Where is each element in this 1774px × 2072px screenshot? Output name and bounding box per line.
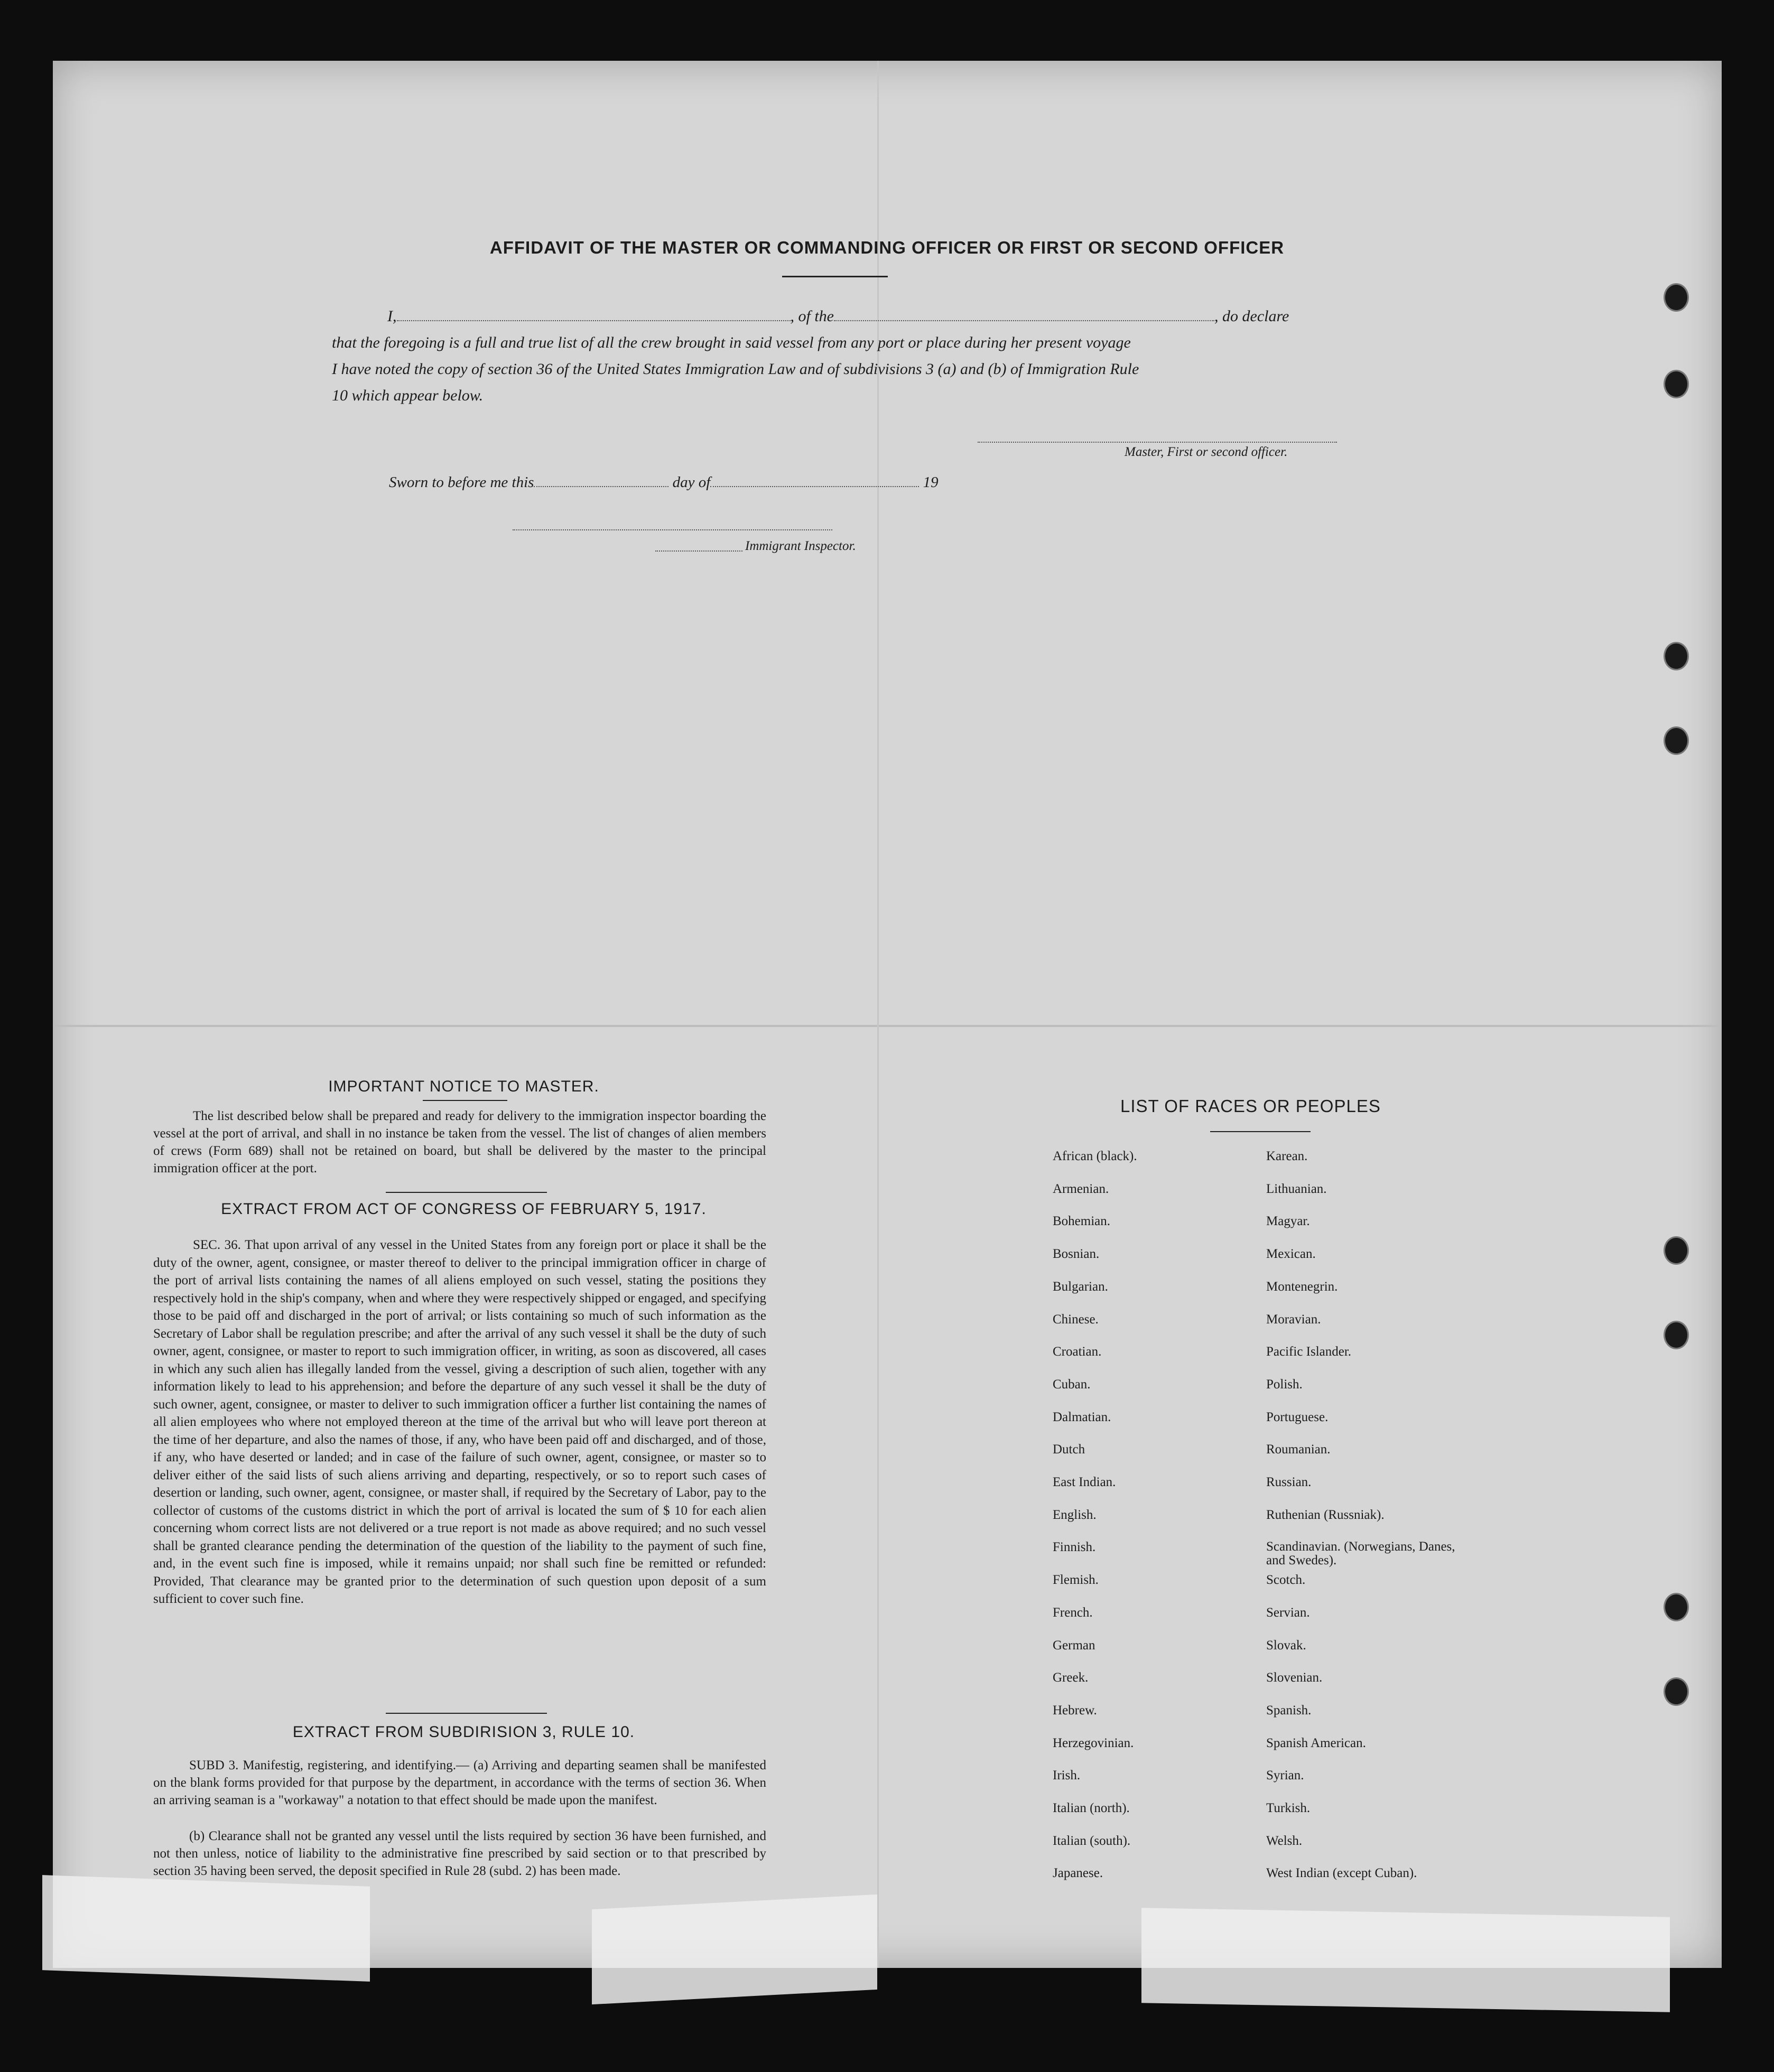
binder-hole — [1664, 642, 1689, 670]
sworn-day-field[interactable] — [534, 486, 668, 487]
race-item: French. — [1053, 1605, 1093, 1620]
race-item: Spanish American. — [1266, 1735, 1366, 1750]
race-item: Cuban. — [1053, 1377, 1091, 1392]
year-label: 19 — [923, 474, 939, 491]
race-item: Slovenian. — [1266, 1670, 1323, 1685]
race-item: Herzegovinian. — [1053, 1735, 1134, 1750]
race-item: Ruthenian (Russniak). — [1266, 1507, 1385, 1522]
extract-act-body: SEC. 36. That upon arrival of any vessel in the United States from any foreign port or place it shall be the duty of the owner, agent, consignee, or master thereof to deliver to the principal immigration officer in charge of the port of arrival lists containing the names of all aliens employed on such vessel, stating the positions they respectively hold in the ship's company, when and where they were respectively shipped or engaged, and specifying those to be paid off and discharged in the port of arrival; or lists containing so much of such information as the Secretary of Labor shall be regulation prescribe; and after the arrival of any such vessel it shall be the duty of such owner, agent, consignee, or master to report to such immigration officer, in writing, as soon as discovered, all cases in which any such alien has illegally landed from the vessel, giving a description of such alien, together with any information likely to lead to his apprehension; and before the departure of any such vessel it shall be the duty of such owner, agent, consignee, or master to deliver to such immigration officer a further list containing the names of all alien employees who where not employed thereon at the time of the arrival but who will leave port thereon at the time of her departure, and also the names of those, if any, who have been paid off and discharged, and of those, if any, who have deserted or landed; and in case of the failure of such owner, agent, consignee, or master so to deliver either of the said lists of such aliens arriving and departing, respectively, or so to report such cases of desertion or landing, such owner, agent, consignee, or master shall, if required by the Secretary of Labor, pay to the collector of customs of the customs district in which the port of arrival is located the sum of $ 10 for each alien concerning whom correct lists are not delivered or a true report is not made as above required; and no such vessel shall be granted clearance pending the determination of the question of the liability to the payment of such fine, and, in the event such fine is imposed, while it remains unpaid; nor shall such fine be remitted or refunded: Provided, That clearance may be granted prior to the determination of such question upon deposit of a sum sufficient to cover such fine. — [153, 1238, 766, 1606]
binder-hole — [1664, 283, 1689, 312]
race-item: Welsh. — [1266, 1833, 1303, 1848]
of-the-label: , of the — [790, 307, 834, 325]
notice-title: IMPORTANT NOTICE TO MASTER. — [328, 1078, 599, 1095]
torn-paper-edge — [42, 1875, 370, 1982]
sworn-month-field[interactable] — [710, 486, 919, 487]
act-divider — [386, 1713, 547, 1714]
torn-paper-edge — [592, 1894, 877, 2004]
race-item: Bulgarian. — [1053, 1279, 1108, 1294]
affidavit-line-2: that the foregoing is a full and true list of all the crew brought in said vessel from any port or place during her present voyage — [332, 334, 1131, 351]
binder-hole — [1664, 1236, 1689, 1265]
race-item: Greek. — [1053, 1670, 1089, 1685]
race-item: Syrian. — [1266, 1768, 1304, 1783]
race-item: Scotch. — [1266, 1573, 1306, 1588]
inspector-signature-line[interactable] — [513, 529, 832, 530]
race-item: Karean. — [1266, 1149, 1308, 1163]
name-field[interactable] — [397, 320, 791, 321]
race-item: African (black). — [1053, 1149, 1137, 1163]
race-item: Dalmatian. — [1053, 1410, 1111, 1424]
notice-underline — [423, 1100, 507, 1101]
binder-hole — [1664, 1677, 1689, 1706]
race-item: Flemish. — [1053, 1573, 1099, 1588]
affidavit-line-1 — [332, 303, 1336, 330]
race-item: Montenegrin. — [1266, 1279, 1338, 1294]
affidavit-line-3: I have noted the copy of section 36 of the United States Immigration Law and of subdivisions 3 (a) and (b) of Immigration Rule — [332, 360, 1139, 378]
race-item: Croatian. — [1053, 1345, 1102, 1359]
race-item: Italian (south). — [1053, 1833, 1131, 1848]
race-item: East Indian. — [1053, 1475, 1116, 1489]
binder-hole — [1664, 370, 1689, 398]
notice-divider — [386, 1192, 547, 1193]
races-title: LIST OF RACES OR PEOPLES — [1120, 1096, 1381, 1116]
races-underline — [1210, 1131, 1311, 1132]
race-item: Servian. — [1266, 1605, 1310, 1620]
title-underline — [782, 276, 888, 277]
master-signature-line[interactable] — [978, 442, 1337, 443]
race-item: Moravian. — [1266, 1312, 1321, 1327]
race-item: West Indian (except Cuban). — [1266, 1866, 1417, 1881]
i-label: I, — [387, 307, 397, 325]
race-item: Italian (north). — [1053, 1801, 1130, 1815]
race-item: Dutch — [1053, 1442, 1085, 1457]
race-item: Irish. — [1053, 1768, 1081, 1783]
race-item: German — [1053, 1638, 1095, 1653]
race-item: Lithuanian. — [1266, 1181, 1327, 1196]
master-label: Master, First or second officer. — [1125, 445, 1288, 459]
affidavit-line-4: 10 which appear below. — [332, 387, 484, 404]
race-item: Scandinavian. (Norwegians, Danes, and Swedes). — [1266, 1539, 1455, 1568]
race-item: Polish. — [1266, 1377, 1303, 1392]
race-item: Hebrew. — [1053, 1703, 1097, 1718]
race-item: Bohemian. — [1053, 1214, 1111, 1229]
race-item: Finnish. — [1053, 1540, 1096, 1555]
day-of-label: day of — [672, 474, 711, 491]
race-item: Mexican. — [1266, 1247, 1316, 1262]
race-item: Spanish. — [1266, 1703, 1312, 1718]
race-item: Russian. — [1266, 1475, 1312, 1489]
notice-body: The list described below shall be prepared and ready for delivery to the immigration inspector boarding the vessel at the port of arrival, and shall in no instance be taken from the vessel. The list of changes of alien members of crews (Form 689) shall not be retained on board, but shall be delivered by the master to the principal immigration officer at the port. — [153, 1109, 766, 1175]
race-item: Bosnian. — [1053, 1247, 1100, 1262]
binder-hole — [1664, 726, 1689, 755]
binder-hole — [1664, 1321, 1689, 1349]
race-item: English. — [1053, 1507, 1097, 1522]
race-item: Japanese. — [1053, 1866, 1103, 1881]
extract-act-title: EXTRACT FROM ACT OF CONGRESS OF FEBRUARY 5, 1917. — [221, 1200, 707, 1218]
vessel-field[interactable] — [834, 320, 1214, 321]
fold-line-horizontal — [53, 1025, 1722, 1027]
race-item: Chinese. — [1053, 1312, 1099, 1327]
do-declare-label: , do declare — [1214, 307, 1289, 325]
race-item: Pacific Islander. — [1266, 1345, 1352, 1359]
affidavit-title: AFFIDAVIT OF THE MASTER OR COMMANDING OFFICER OR FIRST OR SECOND OFFICER — [489, 238, 1285, 257]
extract-rule-title: EXTRACT FROM SUBDIRISION 3, RULE 10. — [292, 1723, 635, 1741]
extract-rule-body-b: (b) Clearance shall not be granted any vessel until the lists required by section 36 have been furnished, and not then unless, notice of liability to the administrative fine prescribed by said section or to that prescribed by section 35 having been served, the deposit specified in Rule 28 (subd. 2) has been made. — [153, 1829, 766, 1878]
sworn-line — [332, 469, 1336, 496]
race-item: Slovak. — [1266, 1638, 1306, 1653]
inspector-label: Immigrant Inspector. — [745, 539, 856, 553]
race-item: Magyar. — [1266, 1214, 1310, 1229]
race-item: Roumanian. — [1266, 1442, 1331, 1457]
race-item: Turkish. — [1266, 1801, 1311, 1815]
binder-hole — [1664, 1593, 1689, 1621]
sworn-label: Sworn to before me this — [389, 474, 534, 491]
race-item: Armenian. — [1053, 1181, 1109, 1196]
race-item: Portuguese. — [1266, 1410, 1329, 1424]
inspector-signature-line-2 — [655, 550, 742, 552]
extract-rule-body-a: SUBD 3. Manifestig, registering, and identifying.— (a) Arriving and departing seamen shall be manifested on the blank forms provided for that purpose by the department, in accordance with the terms of section 36. When an arriving seaman is a "workaway" a notation to that effect should be made upon the manifest. — [153, 1758, 766, 1807]
torn-paper-edge — [1141, 1908, 1670, 2012]
